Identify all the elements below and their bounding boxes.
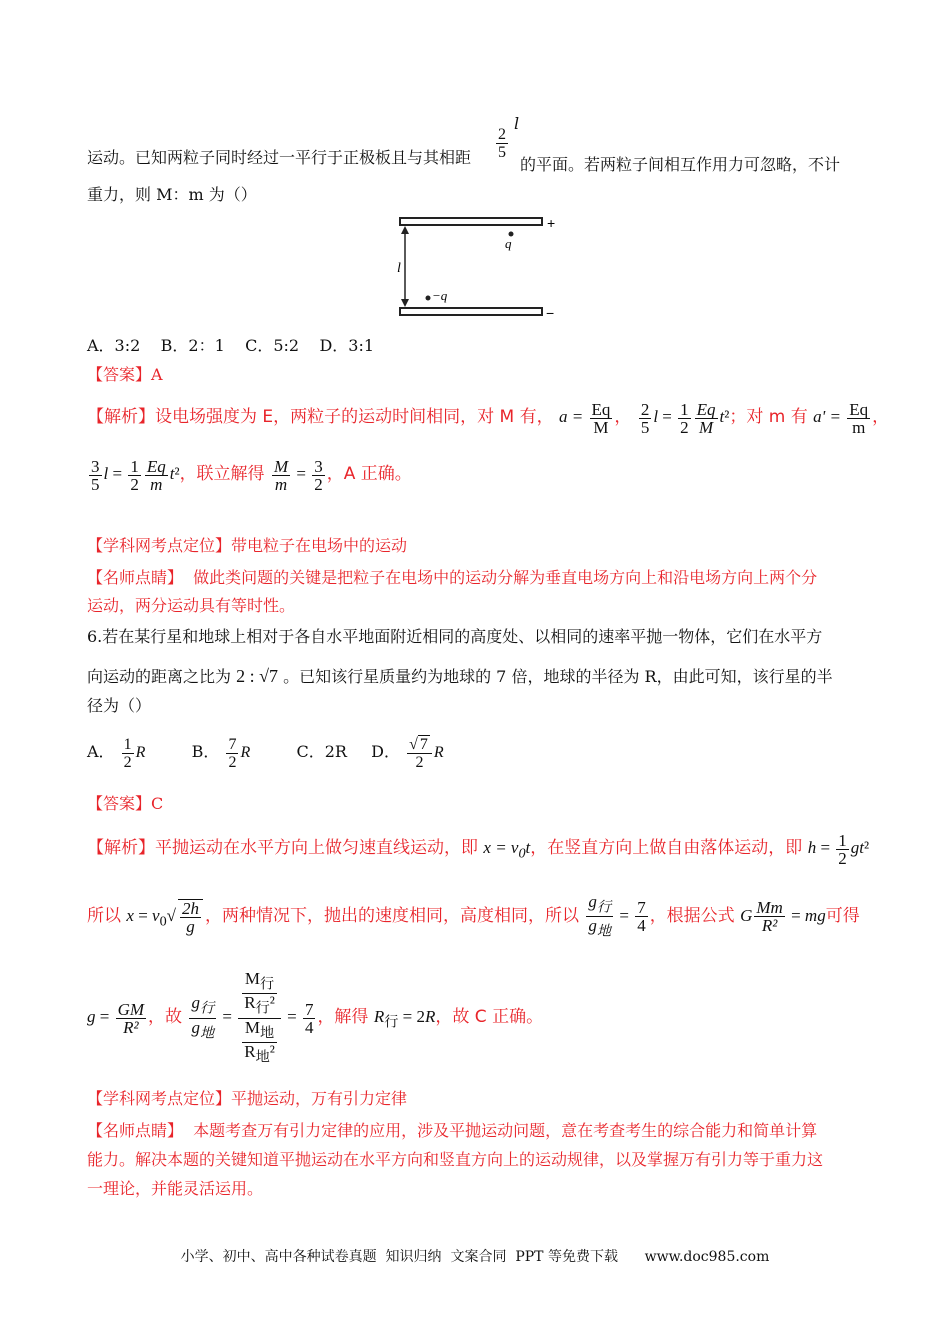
label-neg-q: −q [432,288,448,303]
q6-analysis-line1: 【解析】平抛运动在水平方向上做匀速直线运动，即 $x = v_0t$，在竖直方向上做自由落体运动，即 h = $\frac{1}{2}$ gt² [87,830,870,868]
q5-line1-post: 的平面。若两粒子间相互作用力可忽略，不计 [520,155,841,174]
q6-mingshi-2: 能力。解决本题的关键知道平抛运动在水平方向和竖直方向上的运动规律，以及掌握万有引力等于重力这 [87,1150,824,1169]
q6-line1: 6.若在某行星和地球上相对于各自水平地面附近相同的高度处、以相同的速率平抛一物体，它们在水平方 [87,627,823,646]
plus-sign: + [547,215,556,231]
q6-analysis-line3: g = $\frac{GM}{\text{R²}}$ ，故 $\frac{g_行}{g_地}$ = $\frac{\frac{M_行}{R_行^2}}{\frac{M_地}{R_地^2}}$ = $\frac{7}{4}$ ，解得 $R_行 = 2R$，故 C 正确。 [87,969,544,1066]
q5-analysis-line2: $\frac{3}{5}$ l = $\frac{1}{2}$ $\frac{Eq}{m}$ t²，联立解得 $\frac{M}{m}$ = $\frac{3}{2}$ ，A 正确。 [87,454,412,494]
eq-2-5-l: $\frac{2}{5}$ l = $\frac{1}{2}$ $\frac{Eq}{M}$ t² [640,399,730,437]
eq-R-result: $R_行 = 2R$ [373,1007,436,1031]
q6-line3: 径为（） [87,696,152,715]
q5-line1-pre: 运动。已知两粒子同时经过一平行于正极板且与其相距 [87,148,472,167]
eq-M-m-ratio: $\frac{M}{m}$ = $\frac{3}{2}$ [273,456,323,494]
opt-a-value: $\frac{1}{2}$ R [123,735,146,771]
eq-g-ratio: $\frac{g_行}{g_地}$ = $\frac{7}{4}$ [588,892,646,940]
label-q: q [505,236,512,251]
eq-gravity: G $\frac{Mm}{\text{R²}}$ = mg [740,898,826,936]
eq-g-ratio-compound: $\frac{g_行}{g_地}$ = $\frac{\frac{M_行}{R_行^2}}{\frac{M_地}{R_地^2}}$ = $\frac{7}{4}$ [191,969,314,1066]
eq-a-prime: a' = $\frac{Eq}{m}$ [813,399,869,437]
q6-options: A． $\frac{1}{2}$ R B． $\frac{7}{2}$ R C．2R D． $\frac{√ 7}{2}$ R [87,735,444,771]
q5-mingshi-1: 【名师点睛】 做此类问题的关键是把粒子在电场中的运动分解为垂直电场方向上和沿电场方向上两个分 [87,568,818,587]
frac-num: 2 [498,126,506,143]
opt-b-value: $\frac{7}{2}$ R [228,735,251,771]
ratio-2-sqrt7: 2 : √7 [236,666,278,686]
q6-answer: 【答案】C [87,794,164,813]
q6-kaodian: 【学科网考点定位】平抛运动，万有引力定律 [87,1089,408,1108]
eq-h-gt2: h = $\frac{1}{2}$ gt² [807,830,870,868]
page-footer: 小学、初中、高中各种试卷真题 知识归纳 文案合同 PPT 等免费下载 www.doc985.com [180,1249,770,1265]
q5-line2: 重力，则 M：m 为（） [87,185,257,204]
q5-options: A．3:2 B．2：1 C．5:2 D．3:1 [87,336,375,355]
eq-a-EqM: a = $\frac{Eq}{M}$ [559,399,611,437]
q5-fraction-2-5-l [494,114,520,161]
eq-x-v0t: $x = v_0t$ [483,838,531,862]
opt-d-value: $\frac{√ 7}{2}$ R [409,735,444,771]
gap-arrow-down [401,299,409,307]
eq-x-sqrt: $x = v_0√$ $\frac{2h}{g}$ [126,906,205,925]
gap-label: l [397,261,401,276]
eq-g-GM: g = $\frac{GM}{\text{R²}}$ [87,999,145,1037]
q5-mingshi-2: 运动，两分运动具有等时性。 [87,596,296,615]
positive-plate [400,218,542,225]
particle-neg-q [426,296,431,301]
q5-analysis-line1: 【解析】设电场强度为 E，两粒子的运动时间相同，对 M 有， a = $\frac{Eq}{M}$ ， $\frac{2}{5}$ l = $\frac{1}{2}$ $\frac{Eq}{M}$ t²；对 m 有 a' = $\frac{Eq}{m}$ ， [87,399,890,437]
q5-line1 [87,147,471,169]
q5-kaodian: 【学科网考点定位】带电粒子在电场中的运动 [87,536,408,555]
eq-3-5-l: $\frac{3}{5}$ l = $\frac{1}{2}$ $\frac{Eq}{m}$ t² [91,456,180,494]
q5-answer: 【答案】A [87,365,163,384]
frac-var: l [514,114,520,134]
frac-den: 5 [498,144,506,161]
q6-mingshi-3: 一理论，并能灵活运用。 [87,1179,264,1198]
gap-arrow-up [401,226,409,234]
q6-mingshi-1: 【名师点睛】 本题考查万有引力定律的应用，涉及平抛运动问题，意在考查考生的综合能力和简单计算 [87,1121,818,1140]
minus-sign: − [546,305,555,321]
q6-line2: 向运动的距离之比为 2 : √7 。已知该行星质量约为地球的 7 倍，地球的半径为 R，由此可知，该行星的半 [87,666,833,686]
capacitor-figure [392,212,564,324]
q6-analysis-line2: 所以 $x = v_0√$ $\frac{2h}{g}$ ，两种情况下，抛出的速度相同，高度相同，所以 $\frac{g_行}{g_地}$ = $\frac{7}{4}$ ，根据公式 G $\frac{Mm}{\text{R²}}$ = mg可得 [87,892,860,940]
negative-plate [400,308,542,315]
